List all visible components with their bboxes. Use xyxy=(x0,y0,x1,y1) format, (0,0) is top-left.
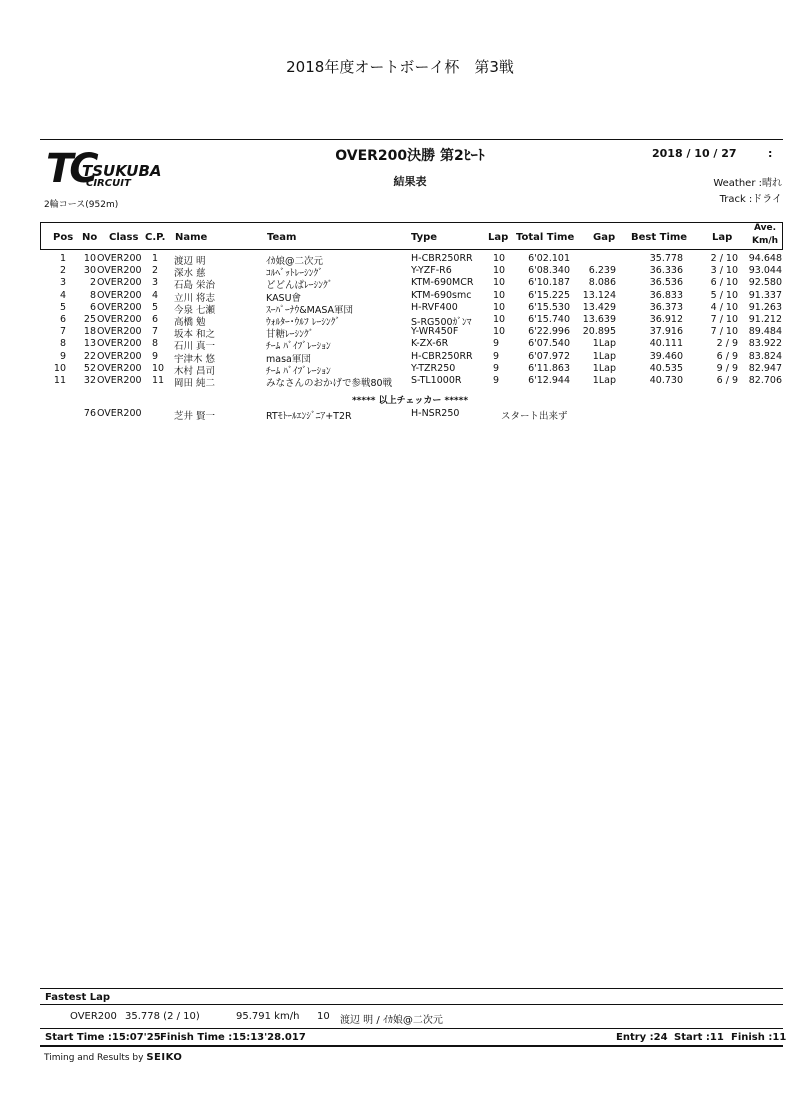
cell-no: 6 xyxy=(89,301,96,313)
cell-team: ｽｰﾊﾟｰﾅｳ&MASA軍団 xyxy=(266,304,354,316)
table-row xyxy=(0,302,800,314)
cell-no: 30 xyxy=(83,265,96,277)
header-name: Name xyxy=(175,232,208,243)
cell-gap: 13.429 xyxy=(582,301,616,313)
cell-blap: 5 / 10 xyxy=(710,289,738,301)
cell-type: Y-WR450F xyxy=(411,326,459,338)
cell-gap: 13.124 xyxy=(582,289,616,301)
fastest-lap-rule-top xyxy=(40,988,783,989)
session-rule-bottom xyxy=(40,1045,783,1047)
cell-ave: 82.706 xyxy=(748,375,782,386)
cell-best: 36.336 xyxy=(649,265,683,277)
cell-class: OVER200 xyxy=(97,277,142,289)
header-kmh: Km/h xyxy=(752,236,779,246)
cell-no: 25 xyxy=(83,314,96,325)
cell-class: OVER200 xyxy=(97,265,142,277)
cell-ave: 91.263 xyxy=(748,301,782,313)
cell-cp: 6 xyxy=(152,314,159,325)
result-label: 結果表 xyxy=(393,175,427,188)
cell-ave: 83.824 xyxy=(748,350,782,362)
cell-pos: 5 xyxy=(59,301,66,313)
finish-count: Finish :11 xyxy=(731,1032,787,1043)
cell-no: 8 xyxy=(89,289,96,301)
cell-best: 36.833 xyxy=(649,289,683,301)
table-row xyxy=(0,253,800,265)
cell-ave: 93.044 xyxy=(748,265,782,277)
cell-pos: 1 xyxy=(59,253,66,264)
cell-team: ｲｶ娘@二次元 xyxy=(266,256,324,267)
top-rule xyxy=(40,139,783,140)
cell-total: 6'08.340 xyxy=(528,265,570,277)
cell-gap: 1Lap xyxy=(592,375,616,386)
cell-no: 18 xyxy=(83,326,96,338)
cell-name: 今泉 七瀬 xyxy=(174,304,216,316)
cell-gap: 13.639 xyxy=(582,314,616,325)
cell-best: 35.778 xyxy=(649,253,683,264)
cell-lap: 9 xyxy=(493,362,500,374)
header-ave: Ave. xyxy=(754,223,777,233)
cell-name: 岡田 純二 xyxy=(174,378,216,389)
cell-ave: 82.947 xyxy=(748,362,782,374)
dns-class: OVER200 xyxy=(97,408,142,419)
footer xyxy=(44,1052,182,1063)
dns-type: H-NSR250 xyxy=(411,408,460,419)
cell-team: ﾁｰﾑ ﾊﾞｲﾌﾞﾚｰｼｮﾝ xyxy=(266,341,331,353)
fastest-lap-rider: 渡辺 明 / ｲｶ娘@二次元 xyxy=(340,1015,443,1026)
header-team: Team xyxy=(267,232,297,243)
cell-pos: 7 xyxy=(59,326,66,338)
cell-pos: 4 xyxy=(59,289,66,301)
cell-name: 高橋 勉 xyxy=(174,317,206,328)
header-pos: Pos xyxy=(53,232,74,243)
header-lap: Lap xyxy=(488,232,509,243)
cell-team: ﾁｰﾑ ﾊﾞｲﾌﾞﾚｰｼｮﾝ xyxy=(266,365,331,377)
cell-team: みなさんのおかげで参戦80戦 xyxy=(266,378,393,389)
cell-ave: 83.922 xyxy=(748,338,782,350)
cell-class: OVER200 xyxy=(97,338,142,350)
cell-team: ｳｫﾙﾀｰ･ｳﾙﾌ ﾚｰｼﾝｸﾞ xyxy=(266,317,341,328)
table-row xyxy=(0,375,800,387)
start-time: Start Time :15:07'25 xyxy=(45,1032,161,1043)
cell-lap: 9 xyxy=(493,375,500,386)
cell-team: masa軍団 xyxy=(266,353,311,365)
cell-cp: 11 xyxy=(152,375,165,386)
results-header xyxy=(40,222,783,250)
cell-team: 甘糖ﾚｰｼﾝｸﾞ xyxy=(266,329,314,341)
course-label: 2輪コース(952m) xyxy=(44,200,119,210)
cell-blap: 9 / 9 xyxy=(716,362,738,374)
footer-text: Timing and Results by xyxy=(44,1053,144,1063)
header-gap: Gap xyxy=(593,232,616,243)
cell-ave: 89.484 xyxy=(748,326,782,338)
cell-blap: 6 / 10 xyxy=(710,277,738,289)
cell-cp: 1 xyxy=(152,253,159,264)
table-row xyxy=(0,277,800,292)
race-title: OVER200決勝 第2ﾋｰﾄ xyxy=(335,148,485,164)
cell-class: OVER200 xyxy=(97,301,142,313)
cell-lap: 10 xyxy=(493,314,506,325)
header-no: No xyxy=(82,232,98,243)
cell-name: 石島 栄治 xyxy=(174,280,216,292)
cell-pos: 11 xyxy=(53,375,66,386)
table-row xyxy=(0,314,800,326)
table-row xyxy=(0,363,800,375)
cell-gap: 1Lap xyxy=(592,338,616,350)
fastest-lap-time: 35.778 (2 / 10) xyxy=(125,1011,200,1022)
cell-no: 32 xyxy=(83,375,96,386)
cell-best: 36.912 xyxy=(649,314,683,325)
dns-no: 76 xyxy=(83,408,96,419)
cell-name: 木村 昌司 xyxy=(174,365,216,377)
cell-lap: 9 xyxy=(493,350,500,362)
cell-total: 6'22.996 xyxy=(528,326,570,338)
cell-lap: 10 xyxy=(493,253,506,264)
cell-type: K-ZX-6R xyxy=(411,338,449,350)
fastest-lap-title: Fastest Lap xyxy=(45,992,110,1003)
cell-class: OVER200 xyxy=(97,362,142,374)
cell-pos: 2 xyxy=(59,265,66,277)
cell-blap: 7 / 10 xyxy=(710,314,738,325)
cell-lap: 10 xyxy=(493,301,506,313)
cell-no: 10 xyxy=(83,253,96,264)
header-best-time: Best Time xyxy=(631,232,688,243)
cell-ave: 92.580 xyxy=(748,277,782,289)
cell-class: OVER200 xyxy=(97,350,142,362)
track-condition: Track :ドライ xyxy=(719,194,782,205)
cell-cp: 2 xyxy=(152,265,159,277)
cell-name: 宇津木 悠 xyxy=(174,353,216,365)
page-title: 2018年度オートボーイ杯 第3戦 xyxy=(286,58,514,76)
cell-lap: 9 xyxy=(493,338,500,350)
cell-blap: 6 / 9 xyxy=(716,350,738,362)
cell-best: 37.916 xyxy=(649,326,683,338)
cell-blap: 7 / 10 xyxy=(710,326,738,338)
header-type: Type xyxy=(411,232,438,243)
checker-line: ***** 以上チェッカー ***** xyxy=(351,396,469,406)
cell-type: KTM-690smc xyxy=(411,289,472,301)
cell-gap: 1Lap xyxy=(592,362,616,374)
cell-type: H-RVF400 xyxy=(411,301,458,313)
logo-word-circuit: CIRCUIT xyxy=(86,178,131,189)
cell-type: H-CBR250RR xyxy=(411,350,473,362)
table-row xyxy=(0,326,800,341)
cell-cp: 10 xyxy=(152,362,165,374)
cell-gap: 1Lap xyxy=(592,350,616,362)
cell-no: 22 xyxy=(83,350,96,362)
cell-lap: 10 xyxy=(493,277,506,289)
cell-best: 40.730 xyxy=(649,375,683,386)
cell-best: 40.111 xyxy=(649,338,683,350)
cell-gap: 6.239 xyxy=(588,265,616,277)
cell-total: 6'15.740 xyxy=(528,314,570,325)
cell-blap: 6 / 9 xyxy=(716,375,738,386)
cell-ave: 91.337 xyxy=(748,289,782,301)
cell-best: 40.535 xyxy=(649,362,683,374)
cell-best: 36.536 xyxy=(649,277,683,289)
cell-name: 深水 慈 xyxy=(174,268,206,280)
cell-no: 52 xyxy=(83,362,96,374)
header-cp: C.P. xyxy=(145,232,166,243)
header-best-lap: Lap xyxy=(712,232,733,243)
cell-total: 6'07.540 xyxy=(528,338,570,350)
session-rule-top xyxy=(40,1028,783,1029)
cell-cp: 7 xyxy=(152,326,159,338)
dns-team: RTﾓﾄｰﾙｴﾝｼﾞﾆｱ+T2R xyxy=(266,411,352,422)
cell-pos: 8 xyxy=(59,338,66,350)
cell-team: ｺﾙﾍﾞｯﾄﾚｰｼﾝｸﾞ xyxy=(266,268,324,280)
cell-cp: 3 xyxy=(152,277,159,289)
cell-lap: 10 xyxy=(493,289,506,301)
cell-blap: 2 / 9 xyxy=(716,338,738,350)
dns-row xyxy=(0,408,800,420)
cell-cp: 5 xyxy=(152,301,159,313)
cell-ave: 91.212 xyxy=(748,314,782,325)
finish-time: Finish Time :15:13'28.017 xyxy=(160,1032,306,1043)
table-row xyxy=(0,290,800,302)
dns-name: 芝井 賢一 xyxy=(174,411,216,422)
seiko-logo: SEIKO xyxy=(146,1052,183,1063)
table-row xyxy=(0,265,800,280)
fastest-lap-class: OVER200 xyxy=(70,1011,117,1022)
cell-team: どどんぱﾚｰｼﾝｸﾞ xyxy=(266,280,333,292)
cell-pos: 6 xyxy=(59,314,66,325)
cell-cp: 9 xyxy=(152,350,159,362)
cell-total: 6'15.530 xyxy=(528,301,570,313)
header-total-time: Total Time xyxy=(516,232,575,243)
logo-mark: TC xyxy=(46,146,95,192)
cell-ave: 94.648 xyxy=(748,253,782,264)
cell-type: KTM-690MCR xyxy=(411,277,474,289)
dns-status: スタート出来ず xyxy=(501,411,568,422)
weather: Weather :晴れ xyxy=(713,178,782,189)
cell-total: 6'12.944 xyxy=(528,375,570,386)
cell-cp: 4 xyxy=(152,289,159,301)
entry-count: Entry :24 xyxy=(616,1032,668,1043)
cell-name: 立川 将志 xyxy=(174,292,216,304)
cell-total: 6'15.225 xyxy=(528,289,570,301)
cell-lap: 10 xyxy=(493,265,506,277)
start-count: Start :11 xyxy=(674,1032,724,1043)
cell-gap: 20.895 xyxy=(582,326,616,338)
cell-no: 13 xyxy=(83,338,96,350)
cell-blap: 2 / 10 xyxy=(710,253,738,264)
cell-pos: 3 xyxy=(59,277,66,289)
cell-no: 2 xyxy=(89,277,96,289)
cell-total: 6'02.101 xyxy=(528,253,570,264)
cell-name: 石川 真一 xyxy=(174,341,216,353)
cell-type: Y-TZR250 xyxy=(411,362,456,374)
race-date: 2018 / 10 / 27 xyxy=(652,147,737,160)
cell-best: 36.373 xyxy=(649,301,683,313)
cell-type: S-RG500ｶﾞﾝﾏ xyxy=(411,317,472,328)
fastest-lap-speed: 95.791 km/h xyxy=(236,1011,300,1022)
cell-pos: 10 xyxy=(53,362,66,374)
cell-cp: 8 xyxy=(152,338,159,350)
cell-class: OVER200 xyxy=(97,289,142,301)
cell-total: 6'10.187 xyxy=(528,277,570,289)
cell-class: OVER200 xyxy=(97,326,142,338)
cell-total: 6'07.972 xyxy=(528,350,570,362)
header-class: Class xyxy=(109,232,139,243)
cell-class: OVER200 xyxy=(97,375,142,386)
cell-gap: 8.086 xyxy=(588,277,616,289)
cell-type: Y-YZF-R6 xyxy=(411,265,452,277)
cell-pos: 9 xyxy=(59,350,66,362)
cell-lap: 10 xyxy=(493,326,506,338)
cell-type: S-TL1000R xyxy=(411,375,462,386)
cell-blap: 4 / 10 xyxy=(710,301,738,313)
cell-total: 6'11.863 xyxy=(528,362,570,374)
fastest-lap-no: 10 xyxy=(317,1011,330,1022)
cell-name: 坂本 和之 xyxy=(174,329,216,341)
table-row xyxy=(0,351,800,363)
table-row xyxy=(0,338,800,353)
cell-class: OVER200 xyxy=(97,253,142,264)
fastest-lap-rule xyxy=(40,1004,783,1005)
cell-name: 渡辺 明 xyxy=(174,256,206,267)
cell-class: OVER200 xyxy=(97,314,142,325)
logo-word-tsukuba: TSUKUBA xyxy=(82,162,162,180)
cell-best: 39.460 xyxy=(649,350,683,362)
cell-blap: 3 / 10 xyxy=(710,265,738,277)
cell-team: KASU會 xyxy=(266,292,302,304)
date-colon: : xyxy=(768,147,773,160)
cell-type: H-CBR250RR xyxy=(411,253,473,264)
